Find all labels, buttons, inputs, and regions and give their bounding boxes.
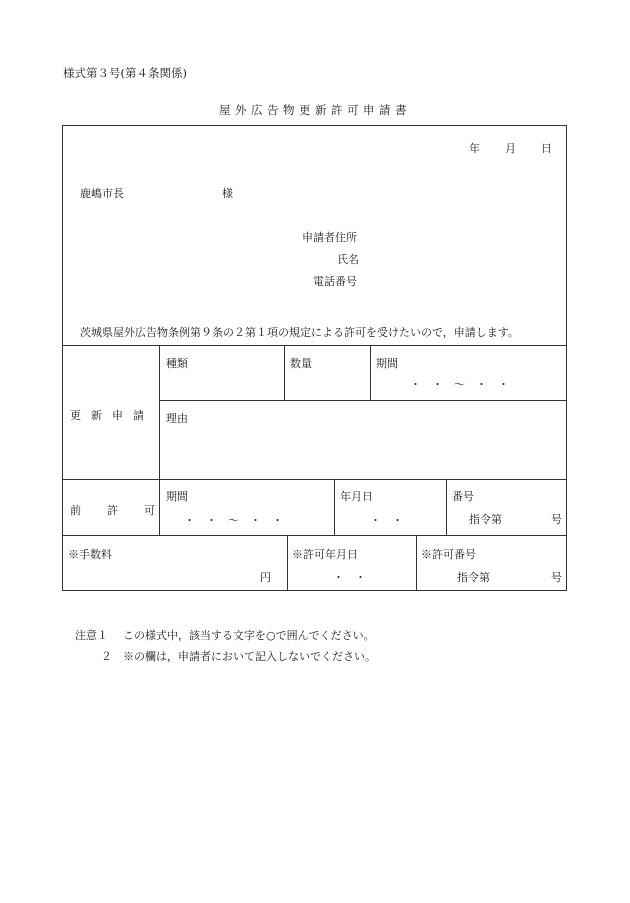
previous-number-label: 番号	[452, 490, 474, 503]
divider-prev-date-num	[446, 479, 447, 535]
permit-number-suffix: 号	[551, 571, 562, 584]
divider-prev-end	[62, 535, 567, 536]
applicant-name-label: 氏名	[337, 253, 359, 266]
permit-date-label: ※許可年月日	[292, 548, 358, 561]
previous-period-label: 期間	[166, 490, 188, 503]
renewal-reason-label: 理由	[166, 412, 188, 425]
divider-date-num	[416, 535, 417, 591]
previous-permit-char-3: 可	[144, 504, 155, 517]
note-1-label: 注意１	[75, 629, 108, 642]
application-statement: 茨城県屋外広告物条例第９条の２第１項の規定による許可を受けたいので，申請します。	[80, 326, 519, 339]
permit-date-value: ・ ・	[333, 571, 366, 584]
permit-number-prefix: 指令第	[457, 571, 490, 584]
renewal-quantity-label: 数量	[290, 357, 312, 370]
applicant-phone-label: 電話番号	[313, 275, 357, 288]
renewal-kind-label: 種類	[166, 357, 188, 370]
previous-date-value: ・ ・	[370, 514, 403, 527]
note-2-label: ２	[101, 650, 112, 663]
previous-number-prefix: 指令第	[469, 513, 502, 526]
divider-section-col	[159, 345, 160, 535]
honorific: 様	[222, 187, 233, 200]
renewal-period-value: ・ ・ 〜 ・ ・	[410, 378, 509, 391]
divider-renewal-row	[159, 400, 567, 401]
addressee: 鹿嶋市長	[80, 187, 124, 200]
divider-kind-qty	[284, 345, 285, 400]
fee-label: ※手数料	[68, 548, 112, 561]
divider-fee-date	[287, 535, 288, 591]
date-month-label: 月	[505, 142, 516, 155]
document-title: 屋外広告物更新許可申請書	[219, 103, 411, 117]
previous-permit-char-1: 前	[70, 504, 81, 517]
previous-number-suffix: 号	[551, 513, 562, 526]
note-2-text: ※の欄は，申請者において記入しないでください。	[123, 650, 376, 663]
divider-header	[62, 345, 567, 346]
divider-prev-period-date	[334, 479, 335, 535]
note-1-text: この様式中，該当する文字を○で囲んでください。	[123, 629, 375, 642]
renewal-period-label: 期間	[376, 357, 398, 370]
date-day-label: 日	[541, 142, 552, 155]
applicant-address-label: 申請者住所	[302, 231, 357, 244]
previous-period-value: ・ ・ 〜 ・ ・	[184, 514, 283, 527]
divider-renewal-end	[62, 479, 567, 480]
fee-unit: 円	[260, 571, 271, 584]
renewal-section-label: 更新申請	[70, 409, 154, 422]
previous-permit-char-2: 許	[107, 504, 118, 517]
divider-qty-period	[370, 345, 371, 400]
previous-date-label: 年月日	[340, 490, 373, 503]
permit-number-label: ※許可番号	[421, 548, 476, 561]
form-number: 様式第３号(第４条関係)	[63, 66, 187, 80]
date-year-label: 年	[469, 142, 480, 155]
